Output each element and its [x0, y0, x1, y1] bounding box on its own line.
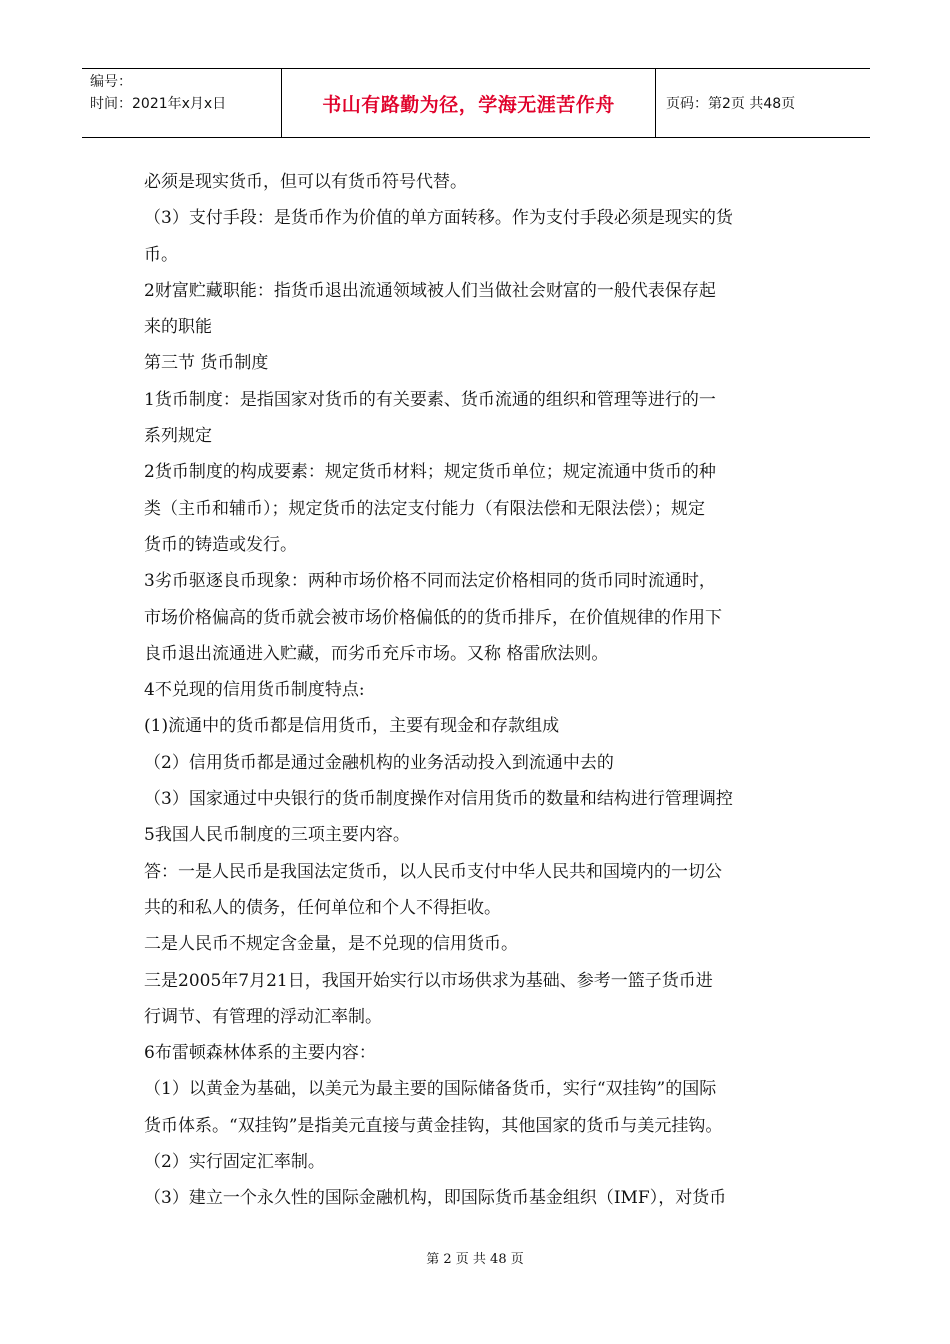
body-line: （3）建立一个永久性的国际金融机构，即国际货币基金组织（IMF），对货币: [144, 1188, 727, 1209]
body-line: （3）支付手段：是货币作为价值的单方面转移。作为支付手段必须是现实的货: [144, 208, 733, 229]
body-line: 类（主币和辅币）；规定货币的法定支付能力（有限法偿和无限法偿）；规定: [144, 498, 705, 519]
body-line: 共的和私人的债务，任何单位和个人不得拒收。: [144, 897, 501, 918]
document-body: [144, 164, 808, 1217]
body-line: 4不兑现的信用货币制度特点:: [144, 680, 365, 701]
page-header: [82, 68, 870, 138]
body-line: 三是2005年7月21日，我国开始实行以市场供求为基础、参考一篮子货币进: [144, 970, 713, 991]
header-page-info-cell: [656, 69, 870, 137]
body-line: 良币退出流通进入贮藏，而劣币充斥市场。又称 格雷欣法则。: [144, 643, 609, 664]
body-line: （2）信用货币都是通过金融机构的业务活动投入到流通中去的: [144, 752, 614, 773]
body-line: （2）实行固定汇率制。: [144, 1152, 325, 1173]
body-line: 答：一是人民币是我国法定货币，以人民币支付中华人民共和国境内的一切公: [144, 861, 722, 882]
body-line: 货币的铸造或发行。: [144, 534, 297, 555]
body-line: 二是人民币不规定含金量，是不兑现的信用货币。: [144, 934, 518, 955]
header-meta: [82, 69, 282, 137]
body-line: 5我国人民币制度的三项主要内容。: [144, 825, 410, 846]
body-line: 市场价格偏高的货币就会被市场价格偏低的的货币排斥，在价值规律的作用下: [144, 607, 722, 628]
body-line: 2财富贮藏职能：指货币退出流通领域被人们当做社会财富的一般代表保存起: [144, 280, 716, 301]
body-line: 3劣币驱逐良币现象：两种市场价格不同而法定价格相同的货币同时流通时，: [144, 571, 716, 592]
body-line: 6布雷顿森林体系的主要内容：: [144, 1043, 376, 1064]
header-page-info: 页码：第2页 共48页: [666, 96, 796, 112]
page-footer: 第 2 页 共 48 页: [426, 1252, 524, 1267]
body-line: (1)流通中的货币都是信用货币，主要有现金和存款组成: [144, 716, 560, 737]
body-line: 2货币制度的构成要素：规定货币材料；规定货币单位；规定流通中货币的种: [144, 462, 716, 483]
body-line: 必须是现实货币，但可以有货币符号代替。: [144, 172, 467, 192]
document-date-label: 时间：2021年x月x日: [90, 96, 227, 112]
header-motto-cell: [282, 69, 656, 137]
body-line: 币。: [144, 244, 178, 265]
header-motto: 书山有路勤为径，学海无涯苦作舟: [322, 93, 615, 116]
section-heading: 第三节 货币制度: [144, 353, 269, 374]
body-line: （1）以黄金为基础，以美元为最主要的国际储备货币，实行“双挂钩”的国际: [144, 1079, 717, 1100]
body-line: 货币体系。“双挂钩”是指美元直接与黄金挂钩，其他国家的货币与美元挂钩。: [144, 1115, 723, 1136]
body-line: （3）国家通过中央银行的货币制度操作对信用货币的数量和结构进行管理调控: [144, 789, 733, 810]
body-line: 行调节、有管理的浮动汇率制。: [144, 1006, 382, 1027]
body-line: 系列规定: [144, 426, 212, 447]
document-number-label: 编号：: [90, 74, 132, 90]
body-line: 来的职能: [144, 317, 212, 338]
body-line: 1货币制度：是指国家对货币的有关要素、货币流通的组织和管理等进行的一: [144, 389, 716, 410]
